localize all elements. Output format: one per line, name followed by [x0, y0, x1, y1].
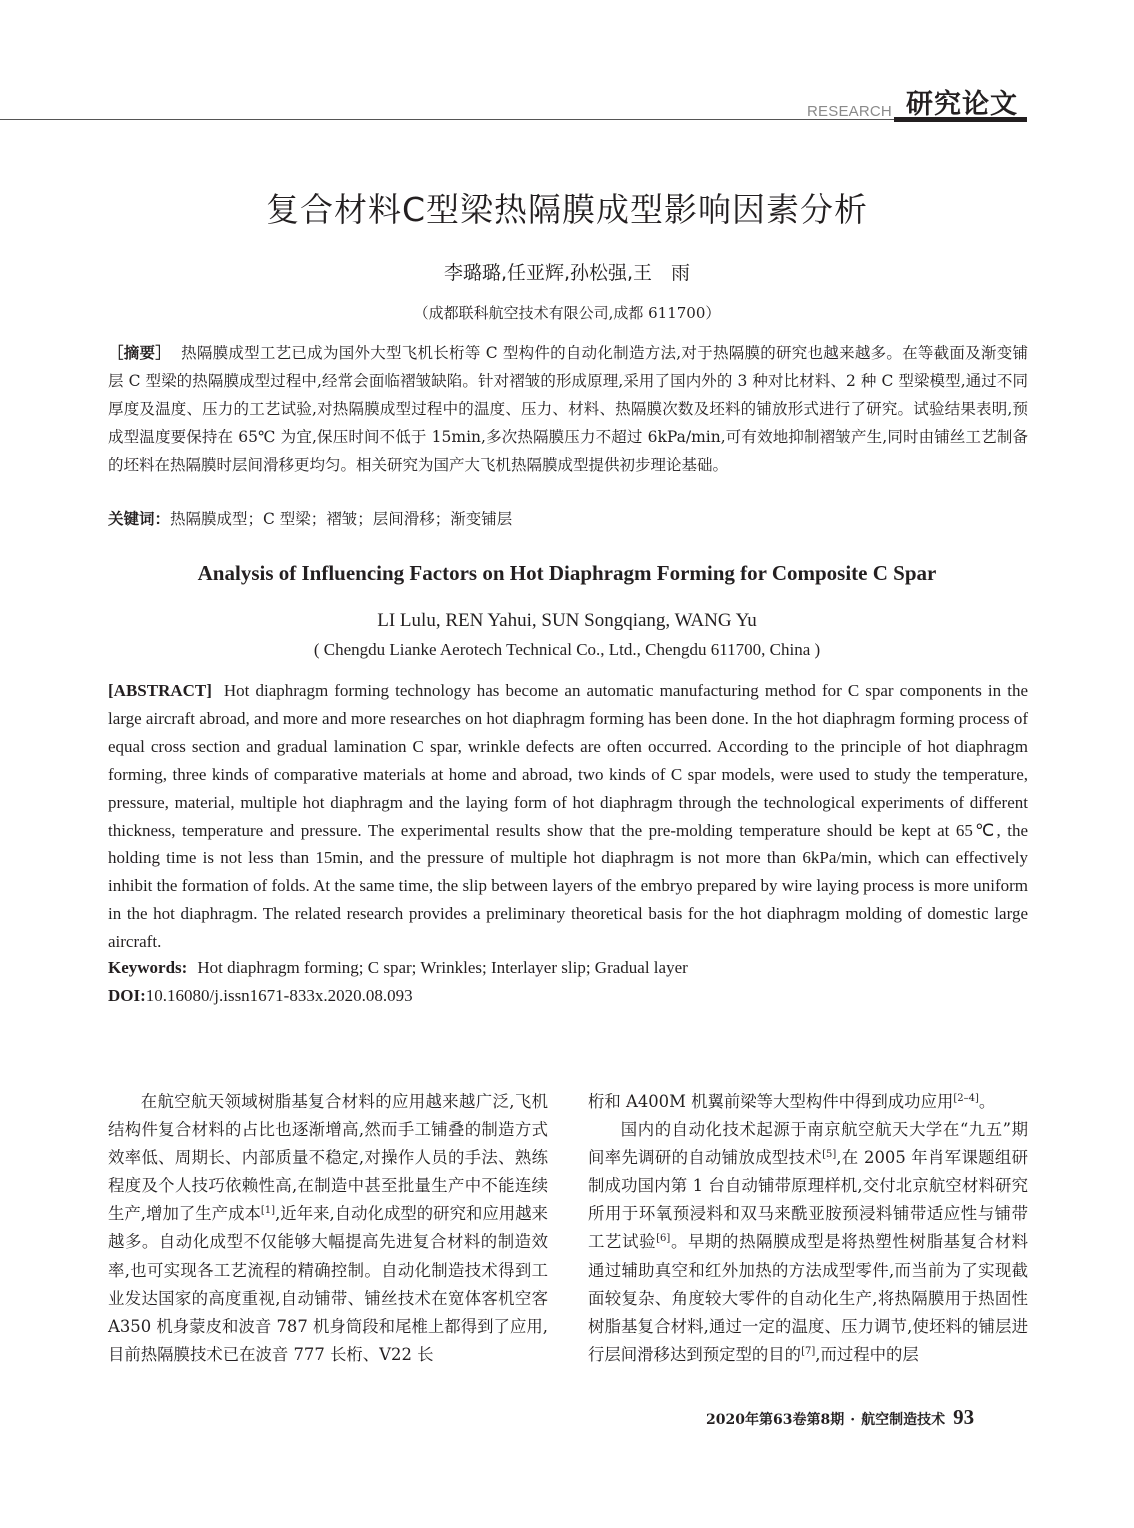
- body-text: 在航空航天领域树脂基复合材料的应用越来越广泛,飞机结构件复合材料的占比也逐渐增高,然而手工铺叠的制造方式效率低、周期长、内部质量不稳定,对操作人员的手法、熟练程度及个人技巧依赖性高,在制造中甚至批量生产中不能连续生产,增加了生产成本: [108, 1092, 548, 1224]
- page-footer: [706, 1405, 974, 1430]
- authors-cn: 李璐璐,任亚辉,孙松强,王 雨: [443, 262, 691, 284]
- citation-ref: [7]: [801, 1345, 816, 1357]
- body-column-right: [588, 1088, 1028, 1369]
- abstract-en-text: Hot diaphragm forming technology has become an automatic manufacturing method for C spar components in the large aircraft abroad, and more and more researches on hot diaphragm forming has been done. In the hot diaphragm forming process of equal cross section and gradual lamination C spar, wrinkle defects are often occurred. According to the principle of hot diaphragm forming, three kinds of comparative materials at home and abroad, two kinds of C spar models, were used to study the temperature, pressure, material, multiple hot diaphragm and the laying form of hot diaphragm through the technological experiments of different thickness, temperature and pressure. The experimental results show that the pre-molding temperature should be kept at 65℃, the holding time is not less than 15min, and the pressure of multiple hot diaphragm is not more than 6kPa/min, which can effectively inhibit the formation of folds. At the same time, the slip between layers of the embryo prepared by wire laying process is more uniform in the hot diaphragm. The related research provides a preliminary theoretical basis for the hot diaphragm molding of domestic large aircraft.: [108, 681, 1028, 952]
- body-text: ,而过程中的层: [815, 1344, 919, 1364]
- section-label-en: RESEARCH: [807, 103, 892, 120]
- keywords-en: [108, 954, 1028, 982]
- body-column-left: [108, 1088, 548, 1369]
- body-text: 国内的自动化技术起源于南京航空航天大学在“九五”期间率先调研的自动铺放成型技术: [588, 1120, 1028, 1168]
- abstract-cn-text: 热隔膜成型工艺已成为国外大型飞机长桁等 C 型构件的自动化制造方法,对于热隔膜的研究也越来越多。在等截面及渐变铺层 C 型梁的热隔膜成型过程中,经常会面临褶皱缺陷。针对褶皱的形成原理,采用了国内外的 3 种对比材料、2 种 C 型梁模型,通过不同厚度及温度、压力的工艺试验,对热隔膜成型过程中的温度、压力、材料、热隔膜次数及坯料的铺放形式进行了研究。试验结果表明,预成型温度要保持在 65℃ 为宜,保压时间不低于 15min,多次热隔膜压力不超过 6kPa/min,可有效地抑制褶皱产生,同时由铺丝工艺制备的坯料在热隔膜时层间滑移更均匀。相关研究为国产大飞机热隔膜成型提供初步理论基础。: [108, 344, 1028, 474]
- page-number: 93: [953, 1405, 975, 1429]
- doi-label: DOI:: [108, 986, 146, 1005]
- footer-issue: 2020年第63卷第8期: [706, 1412, 845, 1428]
- section-label-cn: 研究论文: [906, 89, 1018, 120]
- abstract-cn-label: ［摘要］: [108, 344, 172, 362]
- keywords-en-text: Hot diaphragm forming; C spar; Wrinkles; Interlayer slip; Gradual layer: [197, 958, 688, 977]
- citation-ref: [2–4]: [953, 1093, 979, 1104]
- keywords-cn: [108, 505, 1028, 533]
- body-text: ,近年来,自动化成型的研究和应用越来越多。自动化成型不仅能够大幅提高先进复合材料的制造效率,也可实现各工艺流程的精确控制。自动化制造技术得到工业发达国家的高度重视,自动铺带、铺丝技术在宽体客机空客 A350 机身蒙皮和波音 787 机身筒段和尾椎上都得到了应用,目前热隔膜技术已在波音 777 长桁、V22 长: [108, 1204, 548, 1364]
- body-paragraph: [588, 1088, 1028, 1116]
- body-text: 。早期的热隔膜成型是将热塑性树脂基复合材料通过辅助真空和红外加热的方法成型零件,而当前为了实现截面较复杂、角度较大零件的自动化生产,将热隔膜用于热固性树脂基复合材料,通过一定的温度、压力调节,使坯料的铺层进行层间滑移达到预定型的目的: [588, 1232, 1029, 1364]
- paper-title-cn: 复合材料C型梁热隔膜成型影响因素分析: [265, 190, 869, 229]
- keywords-cn-label: 关键词：: [108, 510, 171, 528]
- doi: [108, 982, 1028, 1010]
- body-text: 桁和 A400M 机翼前梁等大型构件中得到成功应用: [588, 1092, 954, 1111]
- authors-en: LI Lulu, REN Yahui, SUN Songqiang, WANG Yu: [377, 610, 757, 631]
- footer-separator: ·: [850, 1412, 856, 1428]
- body-text: 。: [978, 1092, 996, 1111]
- affiliation-cn: （成都联科航空技术有限公司,成都 611700）: [413, 304, 721, 322]
- abstract-en-label: [ABSTRACT]: [108, 681, 212, 700]
- abstract-en: [108, 677, 1028, 956]
- body-paragraph: [108, 1088, 548, 1369]
- citation-ref: [6]: [656, 1233, 671, 1245]
- keywords-cn-text: 热隔膜成型；C 型梁；褶皱；层间滑移；渐变铺层: [170, 510, 513, 528]
- footer-journal: 航空制造技术: [861, 1412, 946, 1428]
- affiliation-en: ( Chengdu Lianke Aerotech Technical Co., Ltd., Chengdu 611700, China ): [313, 640, 821, 659]
- body-paragraph: [588, 1116, 1028, 1369]
- citation-ref: [5]: [822, 1149, 837, 1161]
- body-text: ,在 2005 年肖军课题组研制成功国内第 1 台自动铺带原理样机,交付北京航空材料研究所用于环氧预浸料和双马来酰亚胺预浸料铺带适应性与铺带工艺试验: [588, 1148, 1029, 1252]
- paper-title-en: Analysis of Influencing Factors on Hot Diaphragm Forming for Composite C Spar: [197, 561, 937, 585]
- keywords-en-label: Keywords:: [108, 958, 188, 977]
- citation-ref: [1]: [260, 1205, 276, 1217]
- doi-value: 10.16080/j.issn1671-833x.2020.08.093: [145, 986, 413, 1005]
- abstract-cn: [108, 339, 1028, 479]
